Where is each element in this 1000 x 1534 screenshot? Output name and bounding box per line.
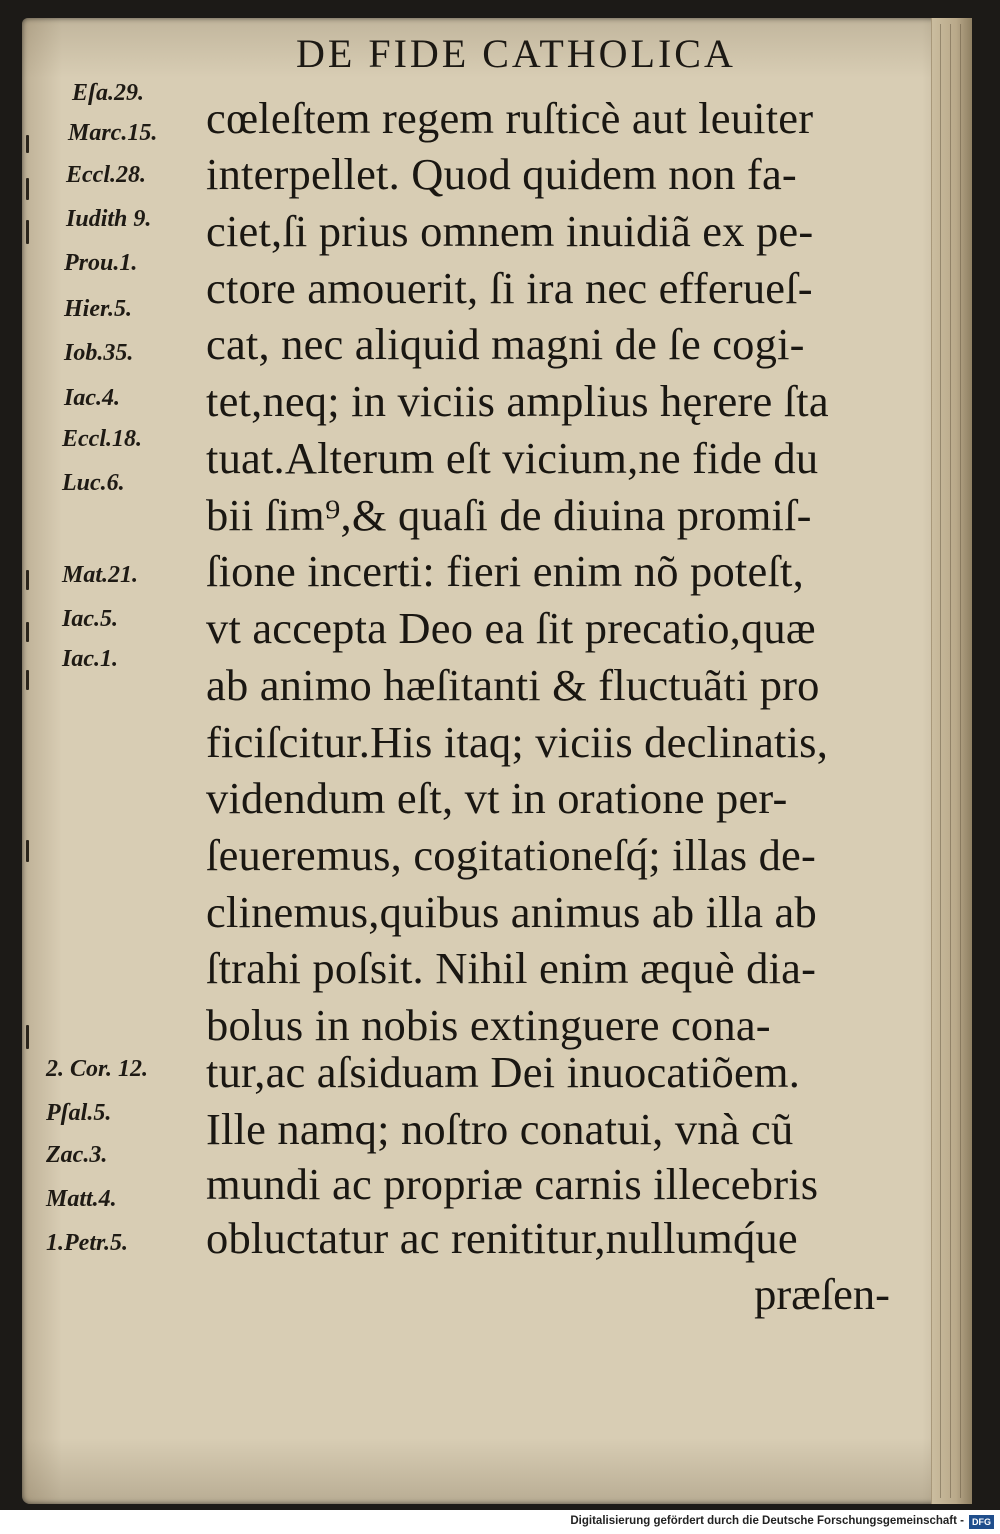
body-text-line: videndum eſt, vt in oratione per-	[206, 773, 788, 823]
body-text-line: ctore amouerit, ſi ira nec efferueſ-	[206, 263, 813, 313]
page-edge-line	[950, 24, 951, 1498]
marginal-note: Mat.21.	[62, 562, 139, 588]
marginal-note: Iudith 9.	[66, 206, 152, 232]
body-text-line: bii ſim⁹,& quaſi de diuina promiſ-	[206, 490, 812, 540]
body-text-line: cat, nec aliquid magni de ſe cogi-	[206, 319, 805, 369]
binding-mark	[26, 570, 29, 590]
body-text-line: Ille namq; noſtro conatui, vnà cũ	[206, 1104, 794, 1154]
funding-credit: Digitalisierung gefördert durch die Deutsche Forschungsgemeinschaft -	[570, 1515, 964, 1527]
body-text-line: clinemus,quibus animus ab illa ab	[206, 887, 817, 937]
body-text-line: interpellet. Quod quidem non fa-	[206, 149, 797, 199]
body-text-line: tet,neq; in viciis amplius hęrere ſta	[206, 376, 829, 426]
marginal-note: 2. Cor. 12.	[46, 1056, 149, 1082]
binding-mark	[26, 840, 29, 862]
marginal-note: Hier.5.	[64, 296, 133, 322]
body-text-line: tur,ac aſsiduam Dei inuocatiõem.	[206, 1047, 801, 1097]
body-text-line: ſione incerti: fieri enim nõ poteſt,	[206, 546, 804, 596]
marginal-note: Prou.1.	[64, 250, 138, 276]
marginal-note: 1.Petr.5.	[46, 1230, 128, 1256]
body-text-line: ſtrahi poſsit. Nihil enim æquè dia-	[206, 943, 817, 993]
body-text-line: ab animo hæſitanti & fluctuãti pro	[206, 660, 820, 710]
page-edge-line	[960, 24, 961, 1498]
binding-mark	[26, 220, 29, 244]
binding-mark	[26, 670, 29, 690]
body-text-line: ſeueremus, cogitationeſq́; illas de-	[206, 830, 817, 880]
marginal-note: Zac.3.	[46, 1142, 108, 1168]
catchword: præſen-	[754, 1269, 890, 1319]
marginal-note: Matt.4.	[46, 1186, 117, 1212]
body-text-line: ciet,ſi prius omnem inuidiã ex pe-	[206, 206, 814, 256]
body-text-line: tuat.Alterum eſt vicium,ne fide du	[206, 433, 819, 483]
digitization-footer	[0, 1510, 1000, 1534]
marginal-note: Eſa.29.	[72, 80, 144, 106]
dfg-logo: DFG	[969, 1515, 994, 1529]
marginal-note: Eccl.28.	[66, 162, 146, 188]
marginal-note: Iac.5.	[62, 606, 118, 632]
marginal-note: Marc.15.	[68, 120, 158, 146]
marginal-note: Luc.6.	[62, 470, 125, 496]
marginal-note: Iob.35.	[64, 340, 134, 366]
marginal-note: Eccl.18.	[62, 426, 142, 452]
body-text-line: vt accepta Deo ea ſit precatio,quæ	[206, 603, 816, 653]
binding-mark	[26, 622, 29, 642]
marginal-note: Iac.1.	[62, 646, 118, 672]
body-text-line: mundi ac propriæ carnis illecebris	[206, 1159, 819, 1209]
binding-marks	[26, 40, 40, 1140]
marginal-notes	[42, 0, 192, 1300]
page-fore-edge	[931, 18, 972, 1504]
body-text-line: cœleſtem regem ruſticè aut leuiter	[206, 93, 814, 143]
body-text-line: ficiſcitur.His itaq; viciis declinatis,	[206, 717, 829, 767]
marginal-note: Pſal.5.	[46, 1100, 112, 1126]
running-head: DE FIDE CATHOLICA	[296, 31, 736, 76]
body-text-line: bolus in nobis extinguere cona-	[206, 1000, 771, 1050]
binding-mark	[26, 178, 29, 200]
binding-mark	[26, 135, 29, 153]
body-text-line: obluctatur ac renititur,nullumq́ue	[206, 1213, 798, 1263]
page-edge-line	[940, 24, 941, 1498]
marginal-note: Iac.4.	[64, 385, 120, 411]
binding-mark	[26, 1025, 29, 1049]
